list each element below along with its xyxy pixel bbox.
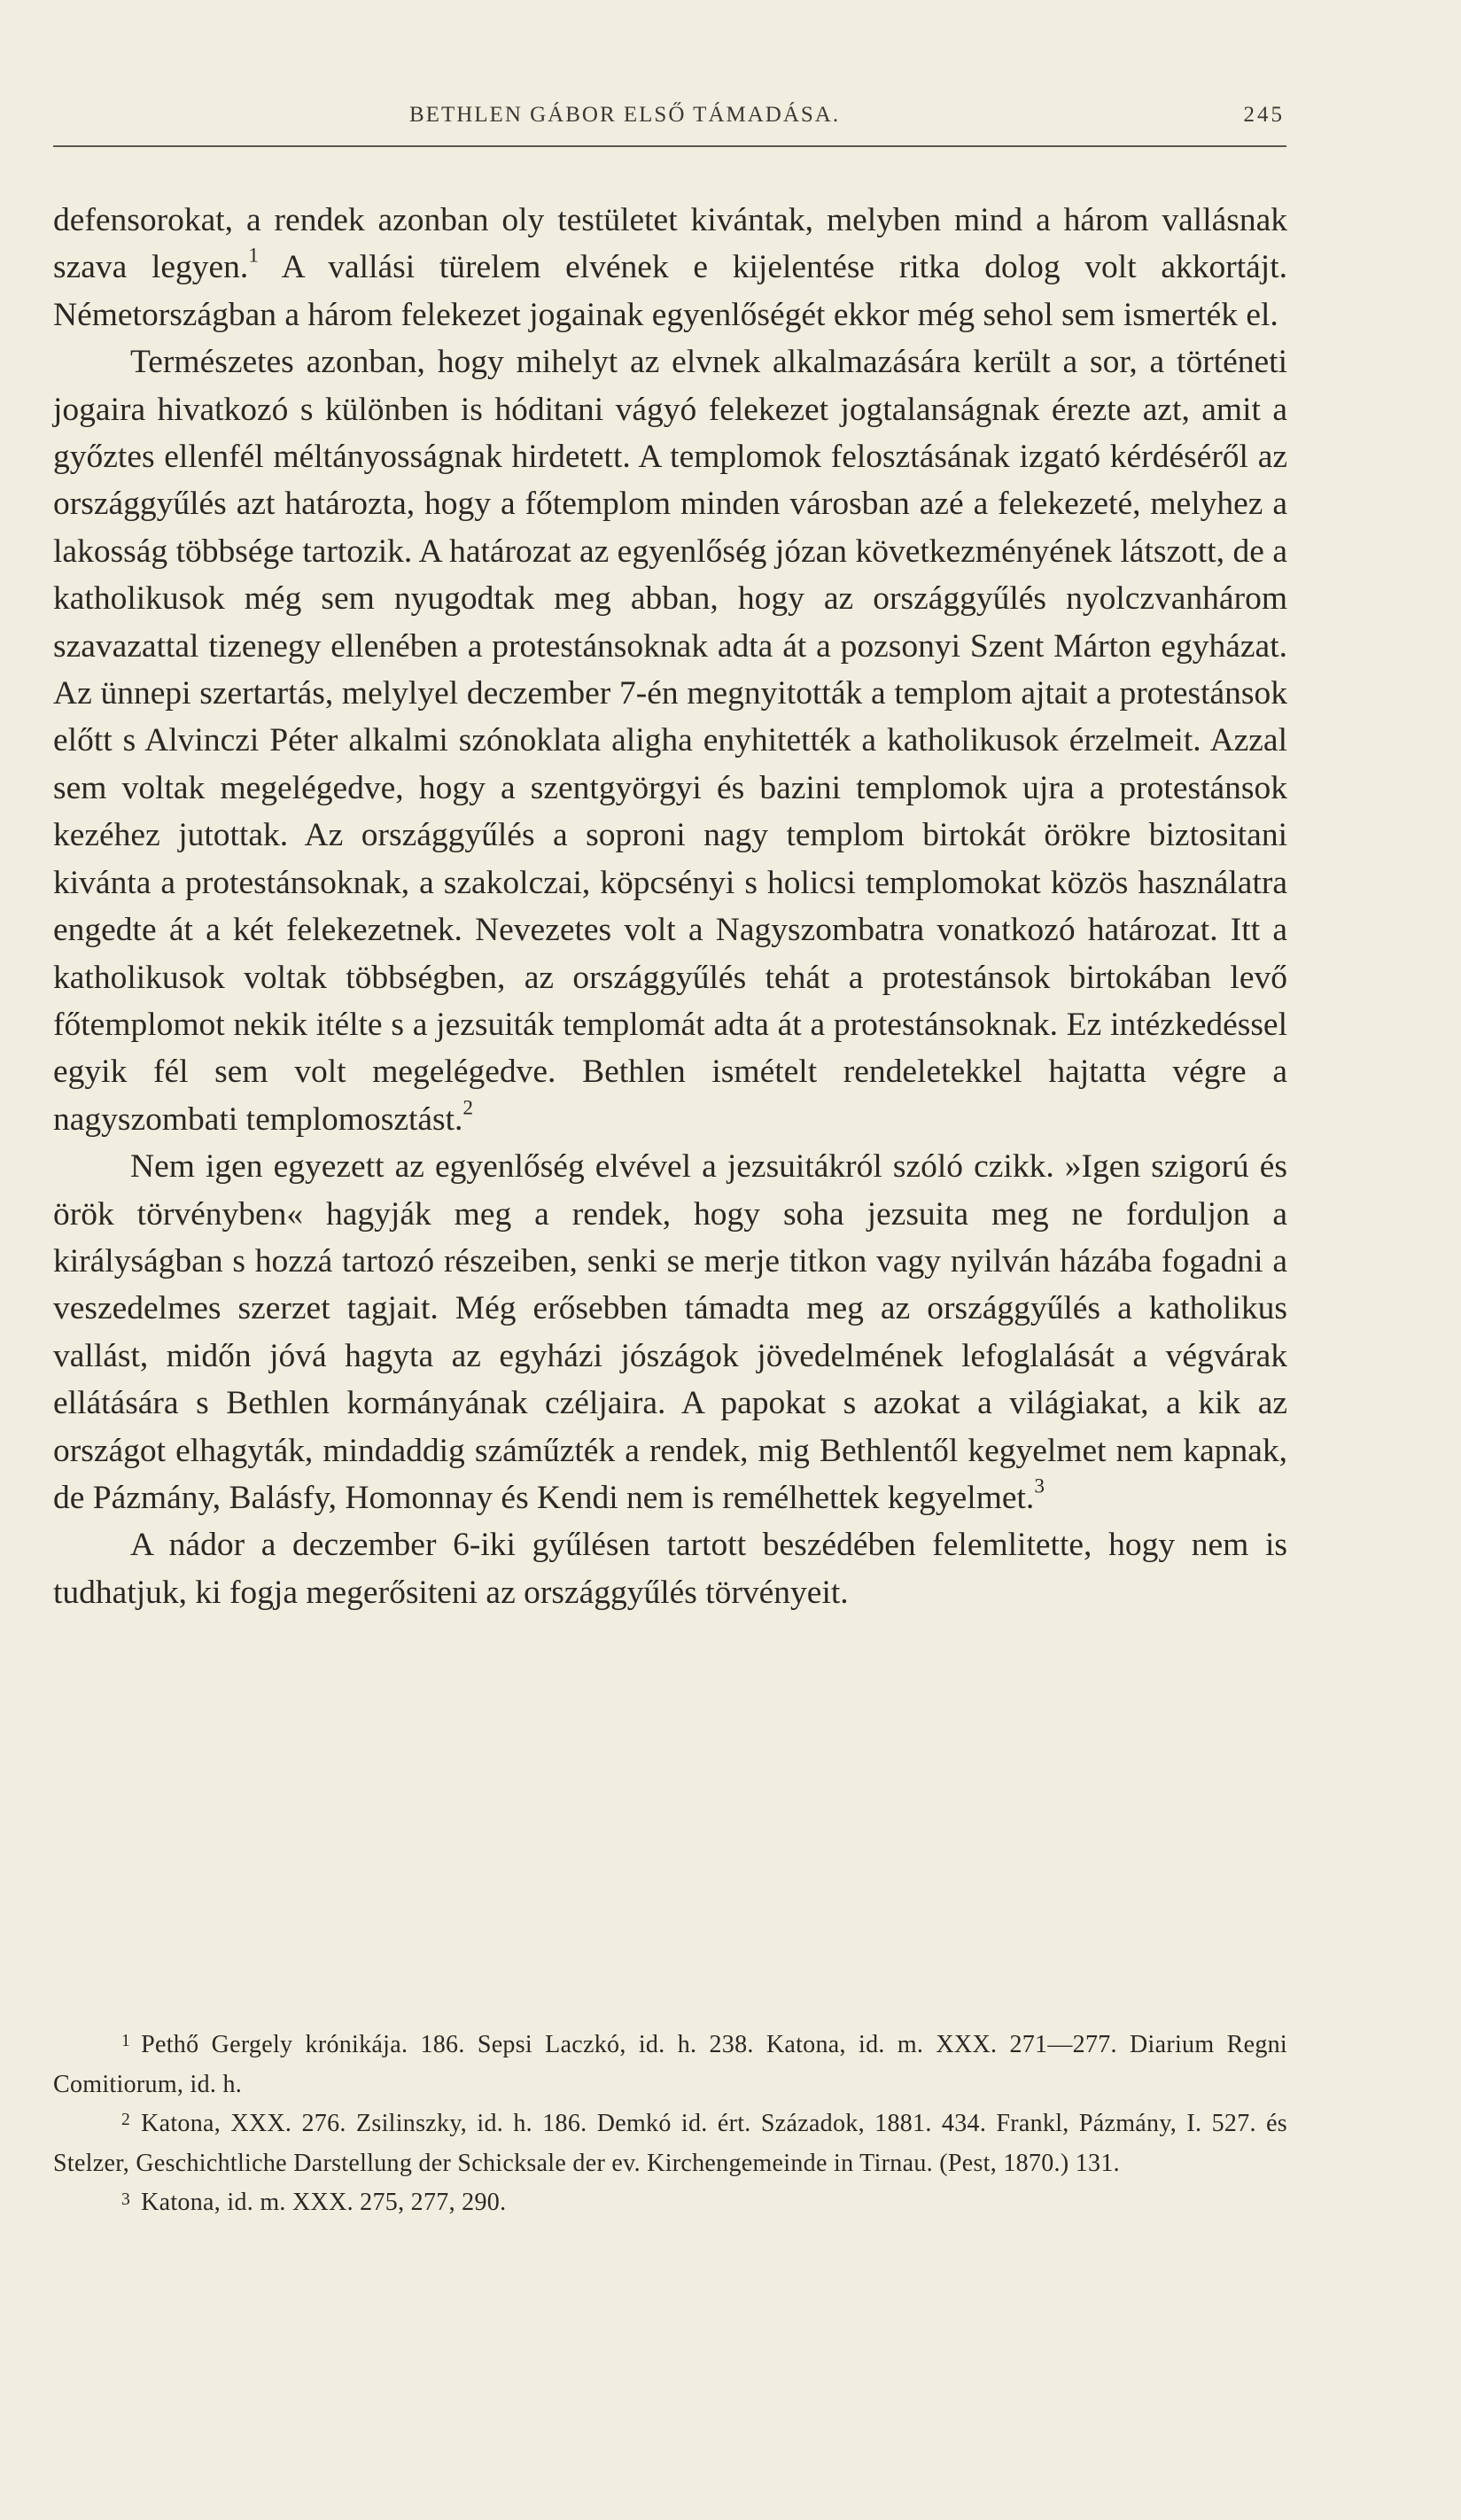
paragraph (53, 338, 1287, 1143)
paragraph-text: Nem igen egyezett az egyenlőség elvével a jezsuitákról szóló czikk. »Igen szigorú és örök törvényben« hagyják meg a rendek, hogy soha jezsuita meg ne forduljon a királyságban s hozzá tartozó részeiben, senki se merje titkon vagy nyilván házába fogadni a veszedelmes szerzet tagjait. Még erősebben támadta meg az országgyűlés a katholikus vallást, midőn jóvá hagyta az egyházi jószágok jövedelmének lefoglalását a végvárak ellátására s Bethlen kormányának czéljaira. A papokat s azokat a világiakat, a kik az országot elhagyták, mindaddig száműzték a rendek, mig Bethlentől kegyelmet nem kapnak, de Pázmány, Balásfy, Homonnay és Kendi nem is remélhettek kegyelmet. (53, 1148, 1287, 1516)
paragraph (53, 1521, 1287, 1616)
paragraph-text: defensorokat, a rendek azonban oly testületet kivántak, melyben mind a három vallásnak szava legyen. (53, 202, 1287, 286)
paragraph (53, 197, 1287, 338)
main-text (53, 197, 1287, 1616)
footnote-mark: 2 (121, 2111, 131, 2130)
footnote-mark: 3 (121, 2189, 131, 2209)
footnote-reference: 1 (248, 244, 259, 268)
running-title: BETHLEN GÁBOR ELSŐ TÁMADÁSA. (409, 103, 841, 127)
page-number: 245 (1243, 103, 1285, 127)
footnote (53, 2183, 1287, 2223)
footnote-text: Pethő Gergely krónikája. 186. Sepsi Laczkó, id. h. 238. Katona, id. m. XXX. 271—277. Diarium Regni Comitiorum, id. h. (53, 2031, 1287, 2098)
paragraph-text: A nádor a deczember 6-iki gyűlésen tartott beszédében felemlitette, hogy nem is tudhatjuk, ki fogja megerősiteni az országgyűlés törvényeit. (53, 1527, 1287, 1611)
footnotes (53, 2026, 1287, 2223)
paragraph-text: A vallási türelem elvének e kijelentése ritka dolog volt akkortájt. Németországban a három felekezet jogainak egyenlőségét ekkor még sehol sem ismerték el. (53, 249, 1288, 333)
footnote-mark: 1 (121, 2032, 131, 2051)
paragraph (53, 1143, 1287, 1521)
header-rule (53, 145, 1286, 147)
footnote (53, 2026, 1287, 2104)
paragraph-text: Természetes azonban, hogy mihelyt az elvnek alkalmazására került a sor, a történeti jogaira hivatkozó s különben is hóditani vágyó felekezet jogtalanságnak érezte azt, amit a győztes ellenfél méltányosságnak hirdetett. A templomok felosztásának izgató kérdéséről az országgyűlés azt határozta, hogy a főtemplom minden városban azé a felekezeté, melyhez a lakosság többsége tartozik. A határozat az egyenlőség józan következményének látszott, de a katholikusok még sem nyugodtak meg abban, hogy az országgyűlés nyolczvanhárom szavazattal tizenegy ellenében a protestánsoknak adta át a pozsonyi Szent Márton egyházat. Az ünnepi szertartás, melylyel deczember 7-én megnyitották a templom ajtait a protestánsok előtt s Alvinczi Péter alkalmi szónoklata aligha enyhitették a katholikusok érzelmeit. Azzal sem voltak megelégedve, hogy a szentgyörgyi és bazini templomok ujra a protestánsok kezéhez jutottak. Az országgyűlés a soproni nagy templom birtokát örökre biztositani kivánta a protestánsoknak, a szakolczai, köpcsényi s holicsi templomokat közös használatra engedte át a két felekezetnek. Nevezetes volt a Nagyszombatra vonatkozó határozat. Itt a katholikusok voltak többségben, az országgyűlés tehát a protestánsok birtokában levő főtemplomot nekik itélte s a jezsuiták templomát adta át a protestánsoknak. Ez intézkedéssel egyik fél sem volt megelégedve. Bethlen ismételt rendeletekkel hajtatta végre a nagyszombati templomosztást. (53, 344, 1287, 1138)
footnote-text: Katona, XXX. 276. Zsilinszky, id. h. 186. Demkó id. ért. Századok, 1881. 434. Frankl, Pázmány, I. 527. és Stelzer, Geschichtliche Darstellung der Schicksale der ev. Kirchengemeinde in Tirnau. (Pest, 1870.) 131. (53, 2110, 1287, 2177)
footnote (53, 2104, 1287, 2183)
page-header (53, 96, 1285, 140)
footnote-reference: 3 (1034, 1474, 1045, 1498)
footnote-reference: 2 (462, 1096, 474, 1120)
footnote-text: Katona, id. m. XXX. 275, 277, 290. (141, 2189, 507, 2217)
